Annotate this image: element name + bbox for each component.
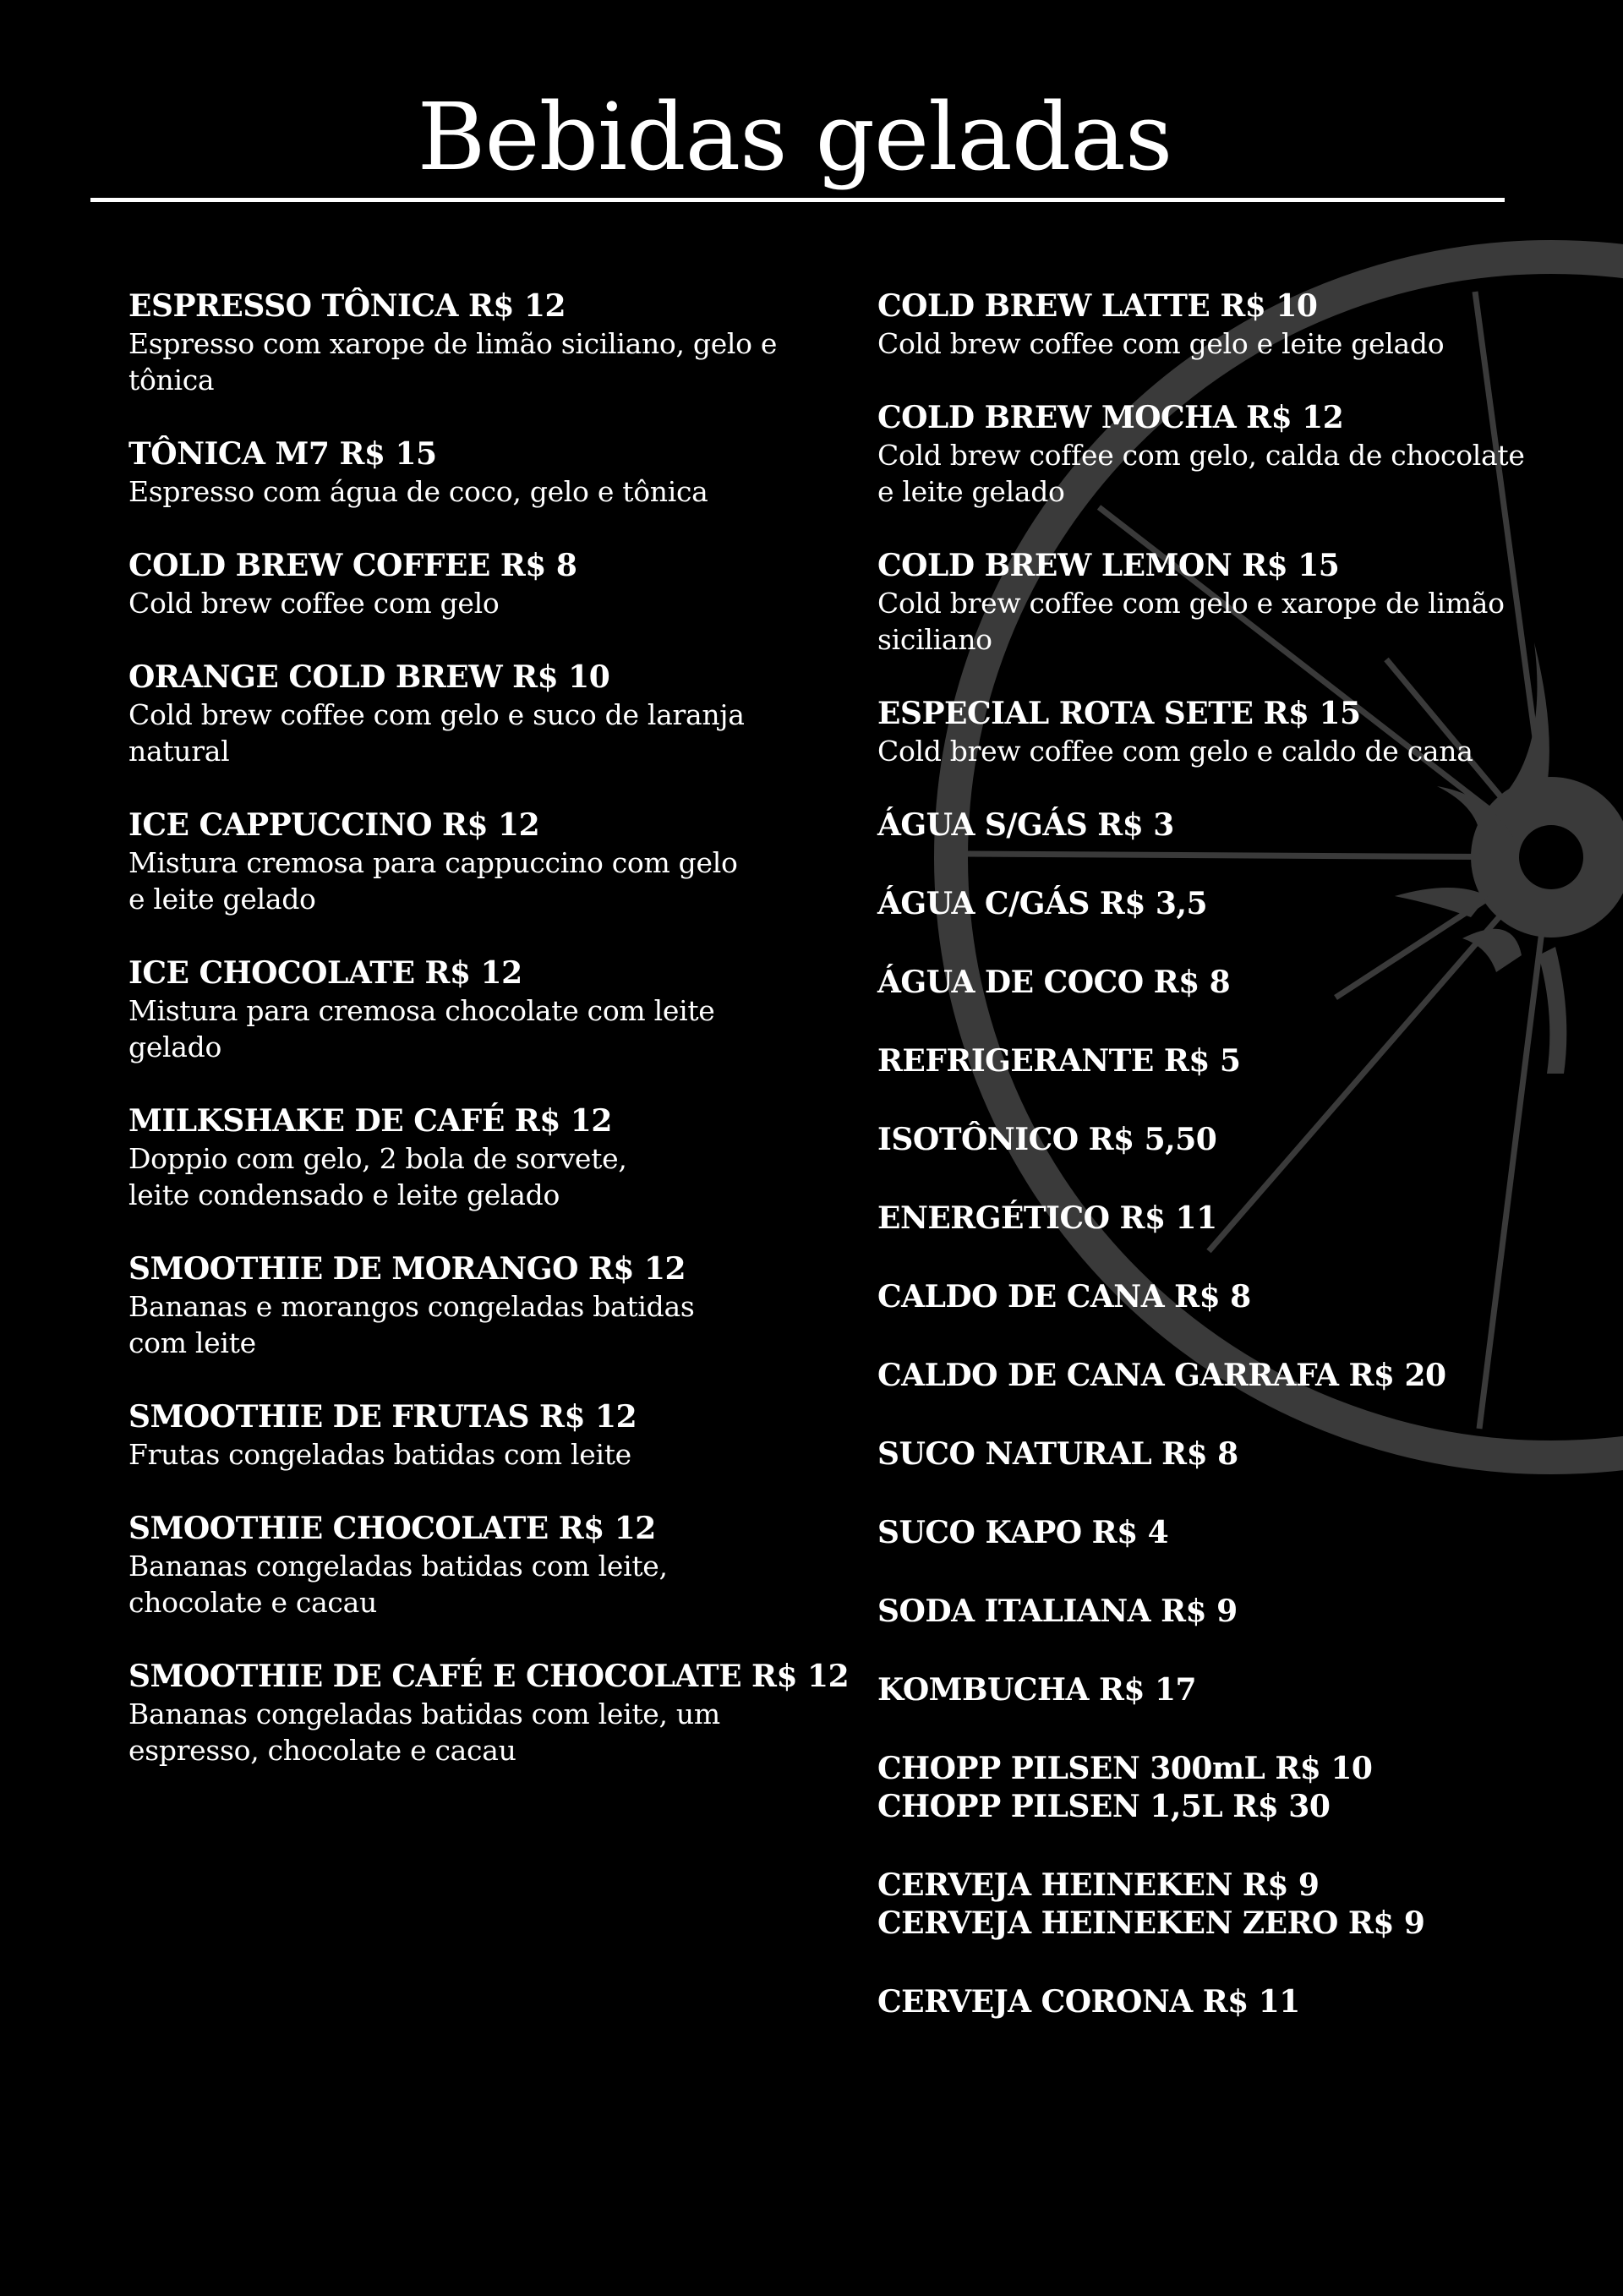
menu-item bbox=[877, 806, 1579, 845]
menu-item bbox=[877, 1867, 1579, 1943]
menu-item bbox=[128, 1510, 805, 1621]
menu-item bbox=[128, 1250, 805, 1361]
menu-item-name: ICE CHOCOLATE R$ 12 bbox=[128, 955, 522, 991]
menu-item-name: SMOOTHIE DE FRUTAS R$ 12 bbox=[128, 1399, 637, 1435]
menu-item-name: CERVEJA CORONA R$ 11 bbox=[877, 1984, 1300, 2020]
menu-item bbox=[877, 1200, 1579, 1238]
menu-item-name: ESPECIAL ROTA SETE R$ 15 bbox=[877, 696, 1361, 731]
menu-item bbox=[877, 1278, 1579, 1316]
menu-item-name: CHOPP PILSEN 300mL R$ 10 bbox=[877, 1751, 1373, 1786]
menu-item-name: ORANGE COLD BREW R$ 10 bbox=[128, 659, 610, 695]
menu-item-name: ICE CAPPUCCINO R$ 12 bbox=[128, 807, 540, 843]
menu-item bbox=[877, 399, 1579, 510]
menu-item-description: Mistura cremosa para cappuccino com gelo bbox=[128, 846, 738, 879]
menu-item-description: chocolate e cacau bbox=[128, 1586, 377, 1619]
menu-item-description: natural bbox=[128, 735, 230, 768]
menu-item-name: ÁGUA C/GÁS R$ 3,5 bbox=[877, 886, 1208, 921]
menu-item bbox=[128, 659, 805, 769]
menu-item bbox=[877, 885, 1579, 923]
menu-item bbox=[877, 1121, 1579, 1159]
menu-item bbox=[128, 1398, 805, 1473]
menu-item-description: Cold brew coffee com gelo bbox=[128, 587, 500, 620]
menu-item bbox=[877, 1750, 1579, 1826]
menu-item bbox=[128, 547, 805, 621]
menu-item-description: Cold brew coffee com gelo, calda de chocolate bbox=[877, 439, 1525, 472]
menu-item-name: CALDO DE CANA GARRAFA R$ 20 bbox=[877, 1358, 1446, 1393]
menu-item-name: SMOOTHIE DE MORANGO R$ 12 bbox=[128, 1251, 686, 1287]
menu-item bbox=[877, 1671, 1579, 1709]
menu-item-name: ÁGUA S/GÁS R$ 3 bbox=[877, 807, 1174, 843]
menu-item-description: Cold brew coffee com gelo e xarope de limão bbox=[877, 587, 1505, 620]
menu-item-description: Doppio com gelo, 2 bola de sorvete, bbox=[128, 1142, 627, 1175]
menu-item bbox=[877, 1435, 1579, 1473]
menu-item bbox=[877, 964, 1579, 1002]
menu-item bbox=[128, 287, 805, 398]
menu-item bbox=[877, 287, 1579, 362]
menu-item-description: Espresso com água de coco, gelo e tônica bbox=[128, 475, 708, 508]
menu-item-description: Espresso com xarope de limão siciliano, gelo e bbox=[128, 327, 778, 360]
menu-item-description: Bananas congeladas batidas com leite, um bbox=[128, 1697, 720, 1730]
menu-item bbox=[877, 695, 1579, 769]
menu-item-description: Cold brew coffee com gelo e caldo de cana bbox=[877, 735, 1473, 768]
menu-item-description: e leite gelado bbox=[128, 883, 316, 916]
menu-item-name: KOMBUCHA R$ 17 bbox=[877, 1672, 1197, 1708]
menu-item-name: SUCO NATURAL R$ 8 bbox=[877, 1436, 1238, 1472]
menu-item-name: CHOPP PILSEN 1,5L R$ 30 bbox=[877, 1789, 1331, 1824]
menu-item bbox=[128, 806, 805, 917]
menu-item-name: ISOTÔNICO R$ 5,50 bbox=[877, 1122, 1217, 1157]
menu-item-name: ESPRESSO TÔNICA R$ 12 bbox=[128, 288, 566, 324]
menu-item bbox=[128, 1102, 805, 1213]
menu-item-name: SMOOTHIE DE CAFÉ E CHOCOLATE R$ 12 bbox=[128, 1659, 850, 1694]
left-menu-column bbox=[128, 287, 850, 1806]
menu-item bbox=[877, 1593, 1579, 1631]
menu-item bbox=[877, 1357, 1579, 1395]
menu-item-name: SODA ITALIANA R$ 9 bbox=[877, 1594, 1238, 1629]
menu-item bbox=[128, 1658, 850, 1768]
menu-item-name: REFRIGERANTE R$ 5 bbox=[877, 1043, 1241, 1079]
menu-item-name: MILKSHAKE DE CAFÉ R$ 12 bbox=[128, 1103, 612, 1139]
menu-item-description: Mistura para cremosa chocolate com leite gelado bbox=[128, 994, 715, 1063]
menu-item-description: Cold brew coffee com gelo e suco de laranja bbox=[128, 698, 745, 731]
right-menu-column bbox=[877, 287, 1579, 2062]
menu-item-name: TÔNICA M7 R$ 15 bbox=[128, 436, 437, 472]
title-divider bbox=[90, 198, 1505, 202]
menu-item-name: COLD BREW LATTE R$ 10 bbox=[877, 288, 1318, 324]
menu-item-description: Cold brew coffee com gelo e leite gelado bbox=[877, 327, 1445, 360]
menu-item bbox=[128, 435, 805, 510]
menu-item bbox=[128, 954, 805, 1065]
menu-item-name: COLD BREW MOCHA R$ 12 bbox=[877, 400, 1344, 435]
menu-item-description: Bananas congeladas batidas com leite, bbox=[128, 1550, 668, 1583]
menu-item-description: e leite gelado bbox=[877, 475, 1065, 508]
page-title: Bebidas geladas bbox=[417, 83, 1172, 191]
menu-item bbox=[877, 1983, 1579, 2021]
menu-item-name: COLD BREW COFFEE R$ 8 bbox=[128, 548, 577, 583]
menu-item-name: CALDO DE CANA R$ 8 bbox=[877, 1279, 1251, 1315]
menu-item-description: com leite bbox=[128, 1326, 256, 1359]
menu-item-description: siciliano bbox=[877, 623, 992, 656]
menu-item-description: Bananas e morangos congeladas batidas bbox=[128, 1290, 695, 1323]
menu-item bbox=[877, 547, 1579, 658]
menu-item-name: COLD BREW LEMON R$ 15 bbox=[877, 548, 1340, 583]
menu-item-name: CERVEJA HEINEKEN R$ 9 bbox=[877, 1867, 1320, 1903]
menu-item-description: Frutas congeladas batidas com leite bbox=[128, 1438, 631, 1471]
menu-item-description: espresso, chocolate e cacau bbox=[128, 1734, 516, 1767]
menu-item-name: SUCO KAPO R$ 4 bbox=[877, 1515, 1169, 1550]
menu-item-name: ÁGUA DE COCO R$ 8 bbox=[877, 965, 1231, 1000]
menu-item-description: leite condensado e leite gelado bbox=[128, 1178, 560, 1211]
menu-item-name: ENERGÉTICO R$ 11 bbox=[877, 1200, 1217, 1236]
menu-item-name: CERVEJA HEINEKEN ZERO R$ 9 bbox=[877, 1905, 1425, 1941]
menu-item bbox=[877, 1514, 1579, 1552]
menu-item-name: SMOOTHIE CHOCOLATE R$ 12 bbox=[128, 1511, 656, 1546]
menu-item bbox=[877, 1042, 1579, 1080]
menu-item-description: tônica bbox=[128, 364, 215, 396]
